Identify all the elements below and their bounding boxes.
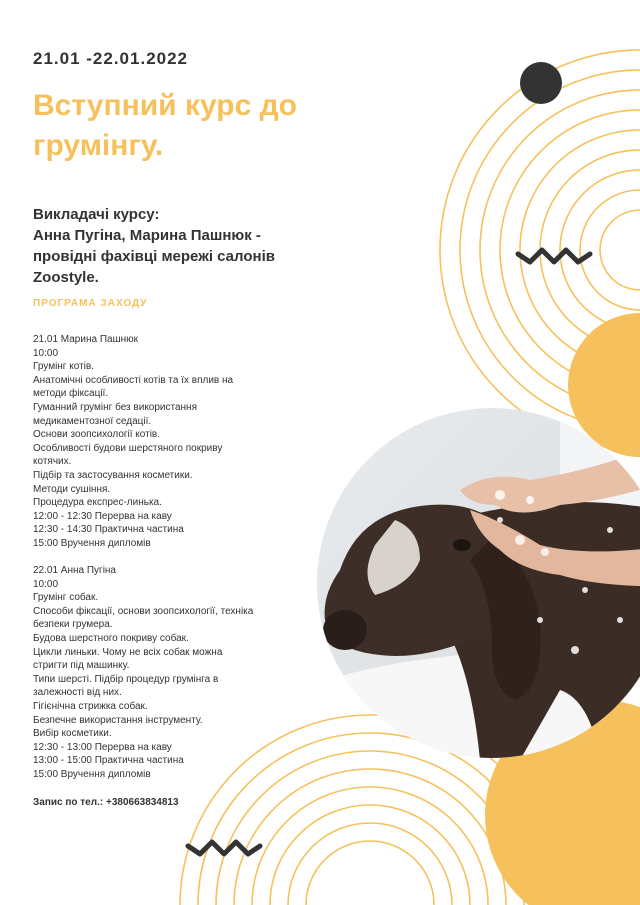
schedule-line: Типи шерсті. Підбір процедур грумінга в <box>33 673 219 685</box>
schedule-line: Грумінг собак. <box>33 592 99 604</box>
schedule-line: 10:00 <box>33 347 59 359</box>
schedule-line: Методи сушіння. <box>33 483 111 495</box>
schedule-line: 13:00 - 15:00 Практична частина <box>33 755 184 767</box>
schedule-line: Анатомічні особливості котів та їх вплив на <box>33 374 234 386</box>
yellow-circle-right <box>568 313 640 457</box>
contact-phone: Запис по тел.: +380663834813 <box>33 797 179 808</box>
teachers-line: Викладачі курсу: <box>33 206 160 223</box>
schedule-line: Основи зоопсихології котів. <box>33 429 161 441</box>
schedule-line: Грумінг котів. <box>33 361 94 373</box>
schedule-line: Гігієнічна стрижка собак. <box>33 700 148 712</box>
schedule-line: Особливості будови шерстяного покриву <box>33 442 223 454</box>
schedule-line: 12:30 - 13:00 Перерва на каву <box>33 741 172 753</box>
schedule-line: Безпечне використання інструменту. <box>33 714 203 726</box>
schedule-line: Способи фіксації, основи зоопсихології, техніка <box>33 605 254 617</box>
schedule-line: медикаментозної седації. <box>33 415 152 427</box>
teachers-line: Zoostyle. <box>33 269 99 286</box>
teachers-block <box>33 204 333 288</box>
schedule-day-1 <box>33 333 293 551</box>
schedule-line: 12:00 - 12:30 Перерва на каву <box>33 510 172 522</box>
dark-dot <box>520 62 562 104</box>
schedule-line: Гуманний грумінг без використання <box>33 401 197 413</box>
schedule-line: Будова шерстного покриву собак. <box>33 632 189 644</box>
schedule-line: Процедура експрес-линька. <box>33 497 162 509</box>
rings-top-right <box>440 50 640 450</box>
teachers-line: провідні фахівці мережі салонів <box>33 248 275 265</box>
zigzag-top <box>518 250 590 262</box>
schedule-line: залежності від них. <box>33 687 122 699</box>
schedule-day-2 <box>33 564 293 782</box>
schedule-line: методи фіксації. <box>33 388 109 400</box>
schedule-line: котячих. <box>33 456 72 468</box>
teachers-line: Анна Пугіна, Марина Пашнюк - <box>33 227 261 244</box>
program-label: ПРОГРАМА ЗАХОДУ <box>33 298 148 309</box>
dog-photo <box>300 400 640 800</box>
schedule-line: 21.01 Марина Пашнюк <box>33 334 138 345</box>
event-dates: 21.01 -22.01.2022 <box>33 49 189 68</box>
schedule-line: стригти під машинку. <box>33 660 130 672</box>
schedule-line: Підбір та застосування косметики. <box>33 469 193 481</box>
schedule-line: 10:00 <box>33 578 59 590</box>
schedule-line: безпеки грумера. <box>33 619 113 631</box>
schedule-line: 15:00 Вручення дипломів <box>33 537 151 549</box>
page-title: Вступний курс до грумінгу. <box>33 89 297 162</box>
yellow-circle-bottom-right <box>485 700 640 905</box>
schedule-line: 15:00 Вручення дипломів <box>33 768 151 780</box>
schedule-line: Цикли линьки. Чому не всіх собак можна <box>33 646 223 658</box>
schedule-line: 12:30 - 14:30 Практична частина <box>33 524 184 536</box>
zigzag-bottom <box>188 842 260 854</box>
schedule-line: Вибір косметики. <box>33 728 112 740</box>
schedule-line: 22.01 Анна Пугіна <box>33 565 116 576</box>
